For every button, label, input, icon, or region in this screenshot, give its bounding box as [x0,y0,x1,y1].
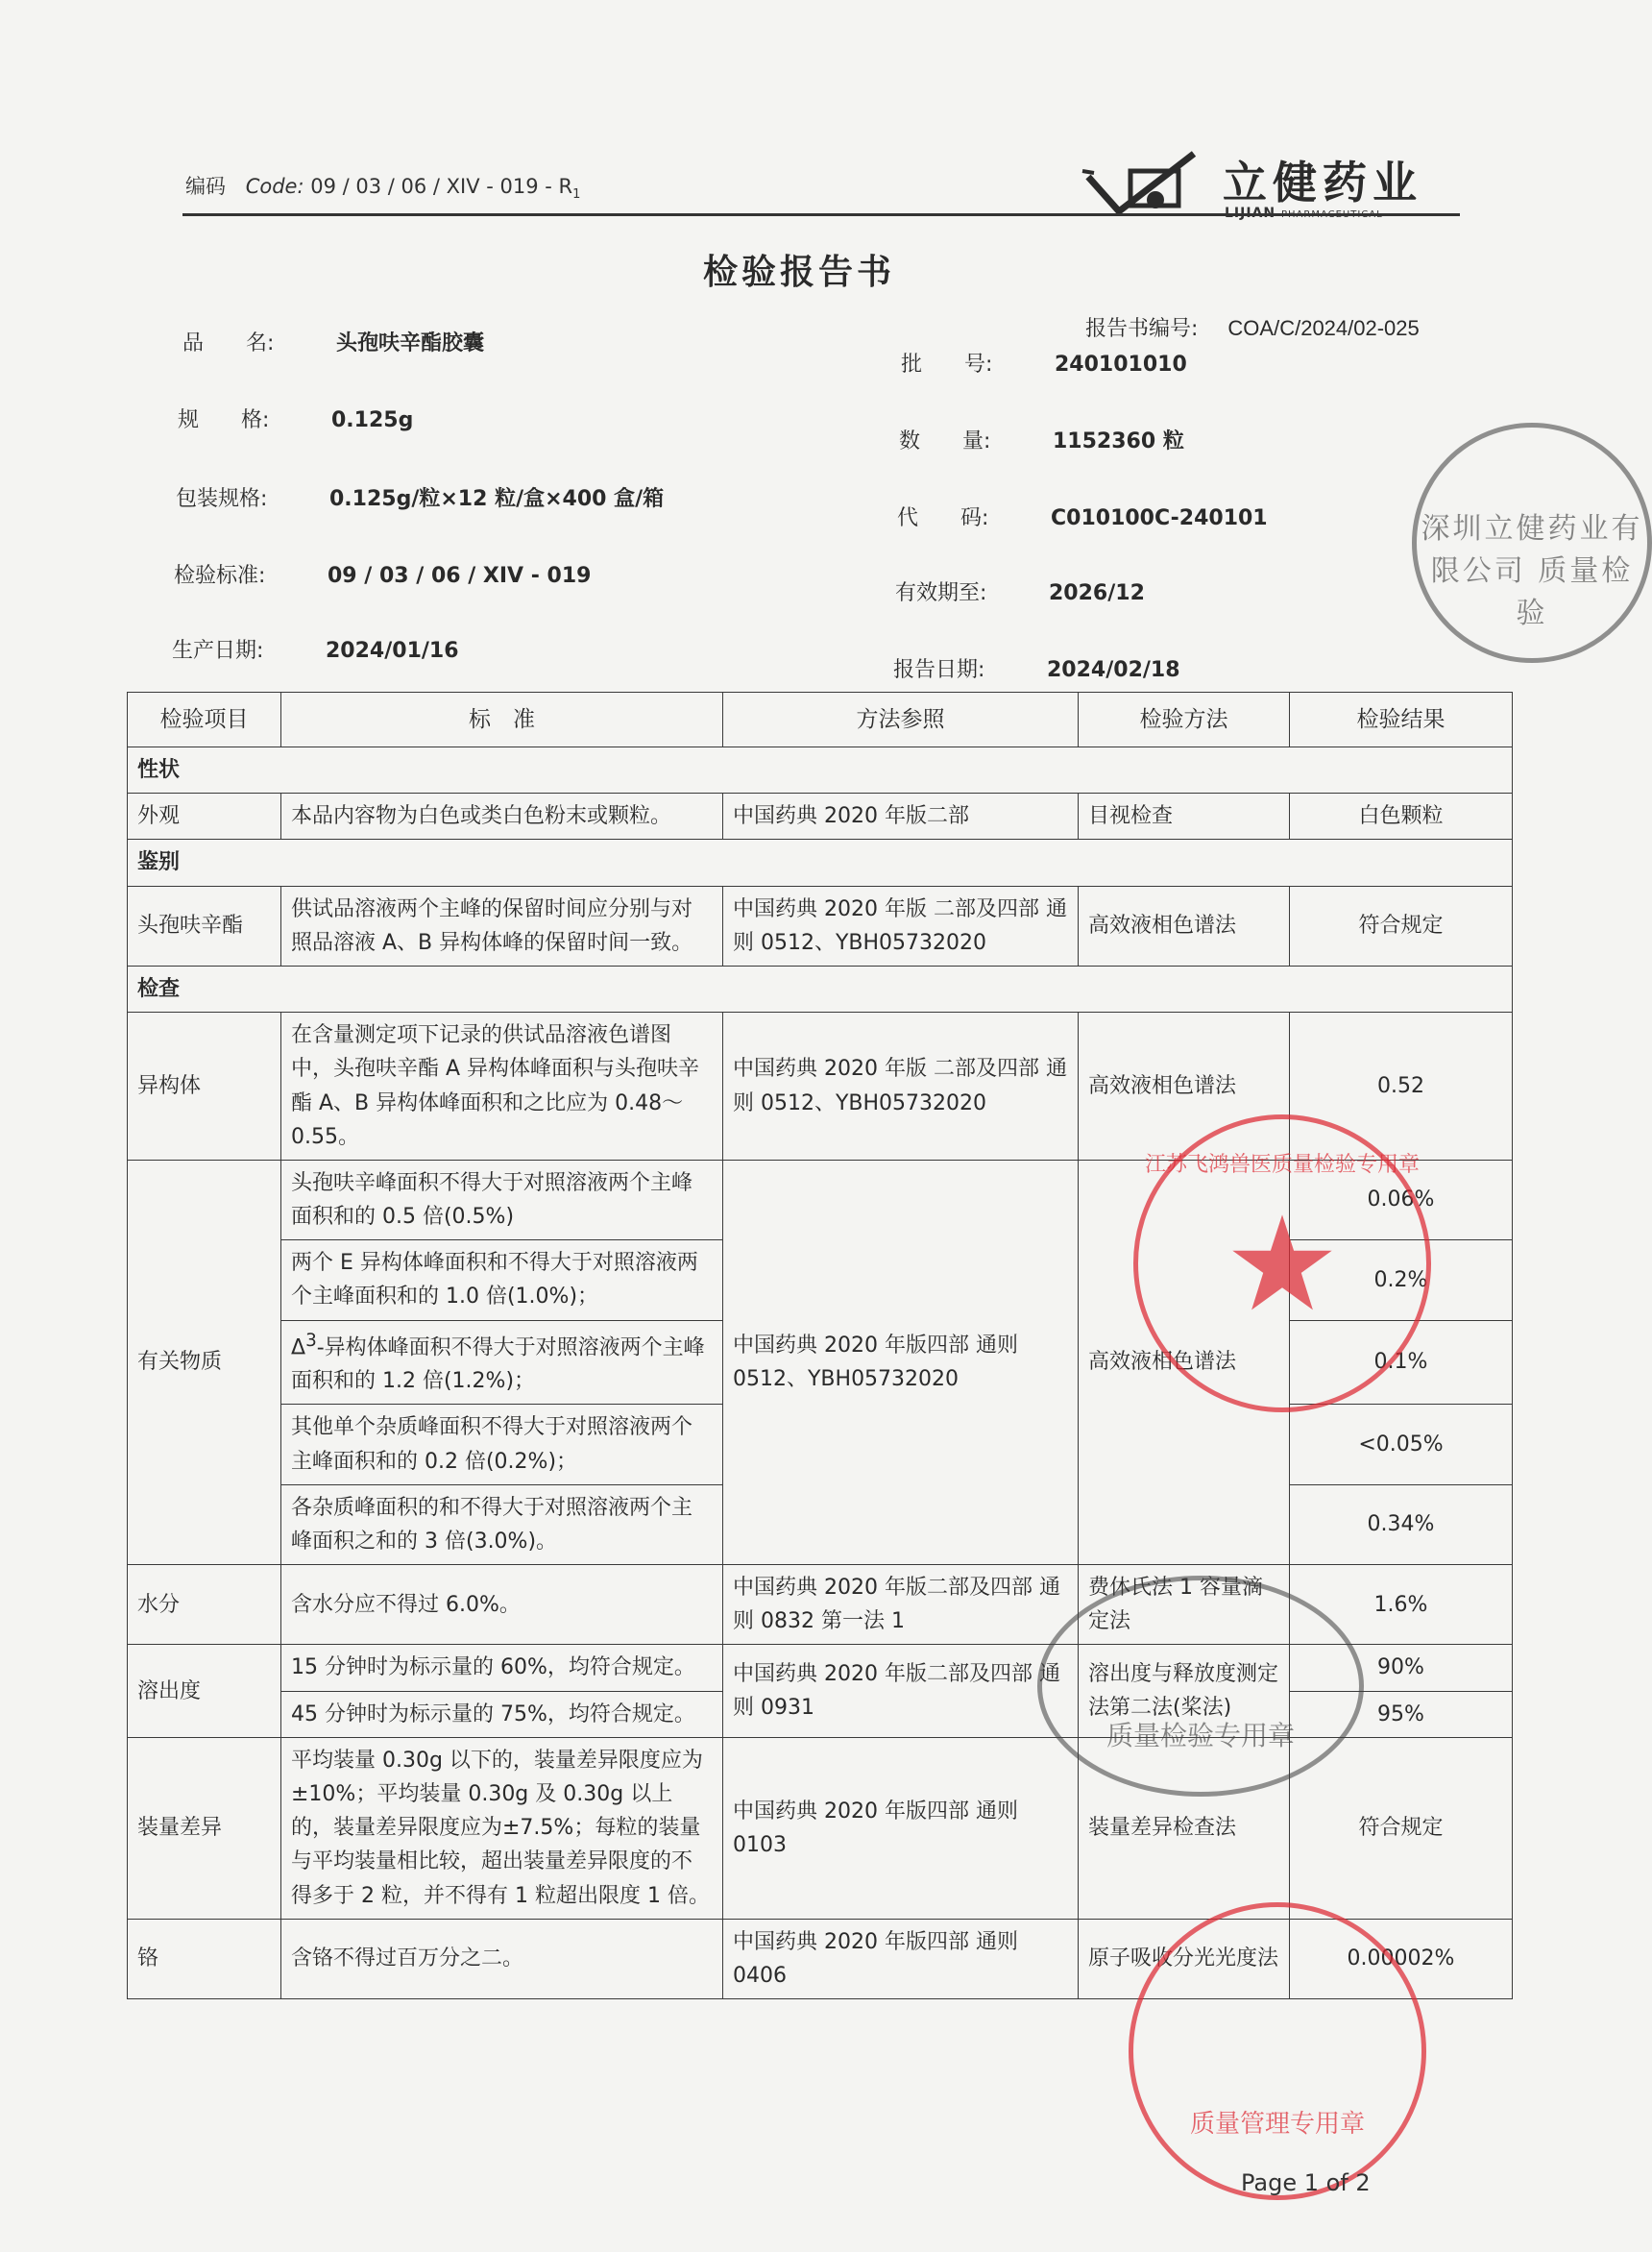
field-label: 检验标准: [174,564,266,588]
report-number-value: COA/C/2024/02-025 [1227,316,1420,340]
logo-en-main: LIJIAN [1225,206,1276,221]
standard-text: 含铬不得过百万分之二。 [281,1919,723,1998]
standard-text: 本品内容物为白色或类白色粉末或颗粒。 [281,794,723,840]
code-value-text: 09 / 03 / 06 / XIV - 019 - R [310,175,573,198]
document-code [185,171,580,202]
field-production-date [172,634,459,664]
delta-superscript: 3 [305,1330,317,1351]
test-item: 有关物质 [128,1160,281,1564]
result-text: 白色颗粒 [1290,794,1513,840]
standard-text [281,1320,723,1405]
field-expiry [895,576,1145,606]
field-value: 240101010 [1055,353,1187,377]
reference-text: 中国药典 2020 年版四部 通则 0512、YBH05732020 [723,1160,1079,1564]
code-label: 编码 [185,175,226,198]
reference-text: 中国药典 2020 年版二部 [723,794,1079,840]
results-table [127,692,1513,1999]
field-label: 代 码: [897,506,989,530]
delta-symbol: Δ [291,1334,306,1359]
test-item: 溶出度 [128,1645,281,1737]
reference-text: 中国药典 2020 年版 二部及四部 通则 0512、YBH05732020 [723,1013,1079,1161]
result-text: <0.05% [1290,1405,1513,1484]
report-number [1085,312,1420,342]
header-rule [182,213,1460,216]
test-item: 外观 [128,794,281,840]
header-reference: 方法参照 [723,693,1079,747]
table-row [128,1645,1513,1691]
field-quantity [899,425,1184,454]
standard-text: 含水分应不得过 6.0%。 [281,1565,723,1645]
standard-text: 供试品溶液两个主峰的保留时间应分别与对照品溶液 A、B 异构体峰的保留时间一致。 [281,886,723,966]
standard-text: 在含量测定项下记录的供试品溶液色谱图中，头孢呋辛酯 A 异构体峰面积与头孢呋辛酯 A、B 异构体峰面积和之比应为 0.48～0.55。 [281,1013,723,1161]
field-package-spec [176,482,664,512]
table-row [128,1565,1513,1645]
result-text: 95% [1290,1691,1513,1737]
section-row [128,840,1513,886]
result-text: 90% [1290,1645,1513,1691]
field-value: 2024/01/16 [326,639,459,663]
table-row [128,1737,1513,1919]
standard-text: 15 分钟时为标示量的 60%，均符合规定。 [281,1645,723,1691]
field-value: 头孢呋辛酯胶囊 [336,331,485,355]
reference-text: 中国药典 2020 年版 二部及四部 通则 0512、YBH05732020 [723,886,1079,966]
test-item: 装量差异 [128,1737,281,1919]
field-value: 0.125g [331,408,414,432]
method-text: 高效液相色谱法 [1079,886,1290,966]
field-report-date [893,653,1180,683]
test-item: 异构体 [128,1013,281,1161]
method-text: 目视检查 [1079,794,1290,840]
method-text: 装量差异检查法 [1079,1737,1290,1919]
field-product-name [182,327,484,356]
field-value: 1152360 粒 [1053,429,1184,453]
field-spec [178,404,413,433]
seal-text: 质量管理专用章 [1189,2110,1365,2139]
code-value-sub: 1 [572,187,581,203]
table-row [128,794,1513,840]
field-label: 包装规格: [176,487,268,511]
field-label: 批 号: [901,353,993,377]
field-label: 品 名: [182,331,275,355]
field-product-code [897,502,1268,531]
result-text: 0.34% [1290,1484,1513,1564]
field-label: 有效期至: [895,581,987,605]
logo-name: 立健药业 [1223,157,1422,208]
table-row [128,1013,1513,1161]
result-text: 0.06% [1290,1160,1513,1239]
section-inspection: 检查 [128,966,1513,1012]
field-value: 2024/02/18 [1047,658,1180,682]
lijian-logo-icon [1081,144,1215,231]
field-value: 0.125g/粒×12 粒/盒×400 盒/箱 [329,487,665,511]
test-item: 头孢呋辛酯 [128,886,281,966]
reference-text: 中国药典 2020 年版四部 通则 0103 [723,1737,1079,1919]
field-value: 09 / 03 / 06 / XIV - 019 [328,564,592,588]
result-text: 0.2% [1290,1240,1513,1320]
section-properties: 性状 [128,747,1513,794]
standard-text: 45 分钟时为标示量的 75%，均符合规定。 [281,1691,723,1737]
report-number-label: 报告书编号: [1085,317,1199,341]
standard-text: 头孢呋辛峰面积不得大于对照溶液两个主峰面积和的 0.5 倍(0.5%) [281,1160,723,1239]
seal-text: 深圳立健药业有限公司 质量检验 [1421,512,1643,630]
company-logo [1081,144,1455,231]
table-header-row [128,693,1513,747]
result-text: 符合规定 [1290,1737,1513,1919]
table-row [128,1160,1513,1239]
result-text: 1.6% [1290,1565,1513,1645]
seal-stamp-top-right [1412,423,1652,663]
logo-en-small: PHARMACEUTICAL [1280,209,1383,220]
table-row [128,1919,1513,1998]
method-text: 高效液相色谱法 [1079,1013,1290,1161]
test-item: 水分 [128,1565,281,1645]
result-text: 符合规定 [1290,886,1513,966]
header-standard: 标 准 [281,693,723,747]
standard-text: 其他单个杂质峰面积不得大于对照溶液两个主峰面积和的 0.2 倍(0.2%)； [281,1405,723,1484]
method-text: 溶出度与释放度测定法第二法(桨法) [1079,1645,1290,1737]
seal-text: 江苏飞鸿兽医质量检验专用章 [1144,1153,1420,1177]
method-text: 费休氏法 1 容量滴定法 [1079,1565,1290,1645]
test-item: 铬 [128,1919,281,1998]
section-row [128,747,1513,794]
code-en-label: Code: [245,175,304,198]
field-value: C010100C-240101 [1051,506,1268,530]
field-label: 生产日期: [172,639,264,663]
header-method: 检验方法 [1079,693,1290,747]
section-identification: 鉴别 [128,840,1513,886]
field-batch-no [901,348,1187,378]
section-row [128,966,1513,1012]
code-value [310,175,581,203]
standard-text: 两个 E 异构体峰面积和不得大于对照溶液两个主峰面积和的 1.0 倍(1.0%)； [281,1240,723,1320]
field-value: 2026/12 [1049,581,1145,605]
result-text: 0.00002% [1290,1919,1513,1998]
reference-text: 中国药典 2020 年版四部 通则 0406 [723,1919,1079,1998]
field-label: 报告日期: [893,658,985,682]
document-title: 检验报告书 [702,253,895,292]
reference-text: 中国药典 2020 年版二部及四部 通则 0931 [723,1645,1079,1737]
standard-text: 各杂质峰面积的和不得大于对照溶液两个主峰面积之和的 3 倍(3.0%)。 [281,1484,723,1564]
table-row [128,886,1513,966]
result-text: 0.52 [1290,1013,1513,1161]
field-label: 规 格: [178,408,270,432]
result-text: 0.1% [1290,1320,1513,1405]
standard-text-body: -异构体峰面积不得大于对照溶液两个主峰面积和的 1.2 倍(1.2%)； [291,1334,705,1394]
header-result: 检验结果 [1290,693,1513,747]
field-label: 数 量: [899,429,991,453]
method-text: 高效液相色谱法 [1079,1160,1290,1564]
method-text: 原子吸收分光光度法 [1079,1919,1290,1998]
header-test-item: 检验项目 [128,693,281,747]
field-test-standard [174,559,591,589]
seal-text: 质量检验专用章 [1105,1720,1295,1751]
reference-text: 中国药典 2020 年版二部及四部 通则 0832 第一法 1 [723,1565,1079,1645]
page-number: Page 1 of 2 [1241,2169,1371,2196]
standard-text: 平均装量 0.30g 以下的，装量差异限度应为±10%；平均装量 0.30g 及 0.30g 以上的，装量差异限度应为±7.5%；每粒的装量与平均装量相比较，超出装量差异限度的不得多于 2 粒，并不得有 1 粒超出限度 1 倍。 [281,1737,723,1919]
